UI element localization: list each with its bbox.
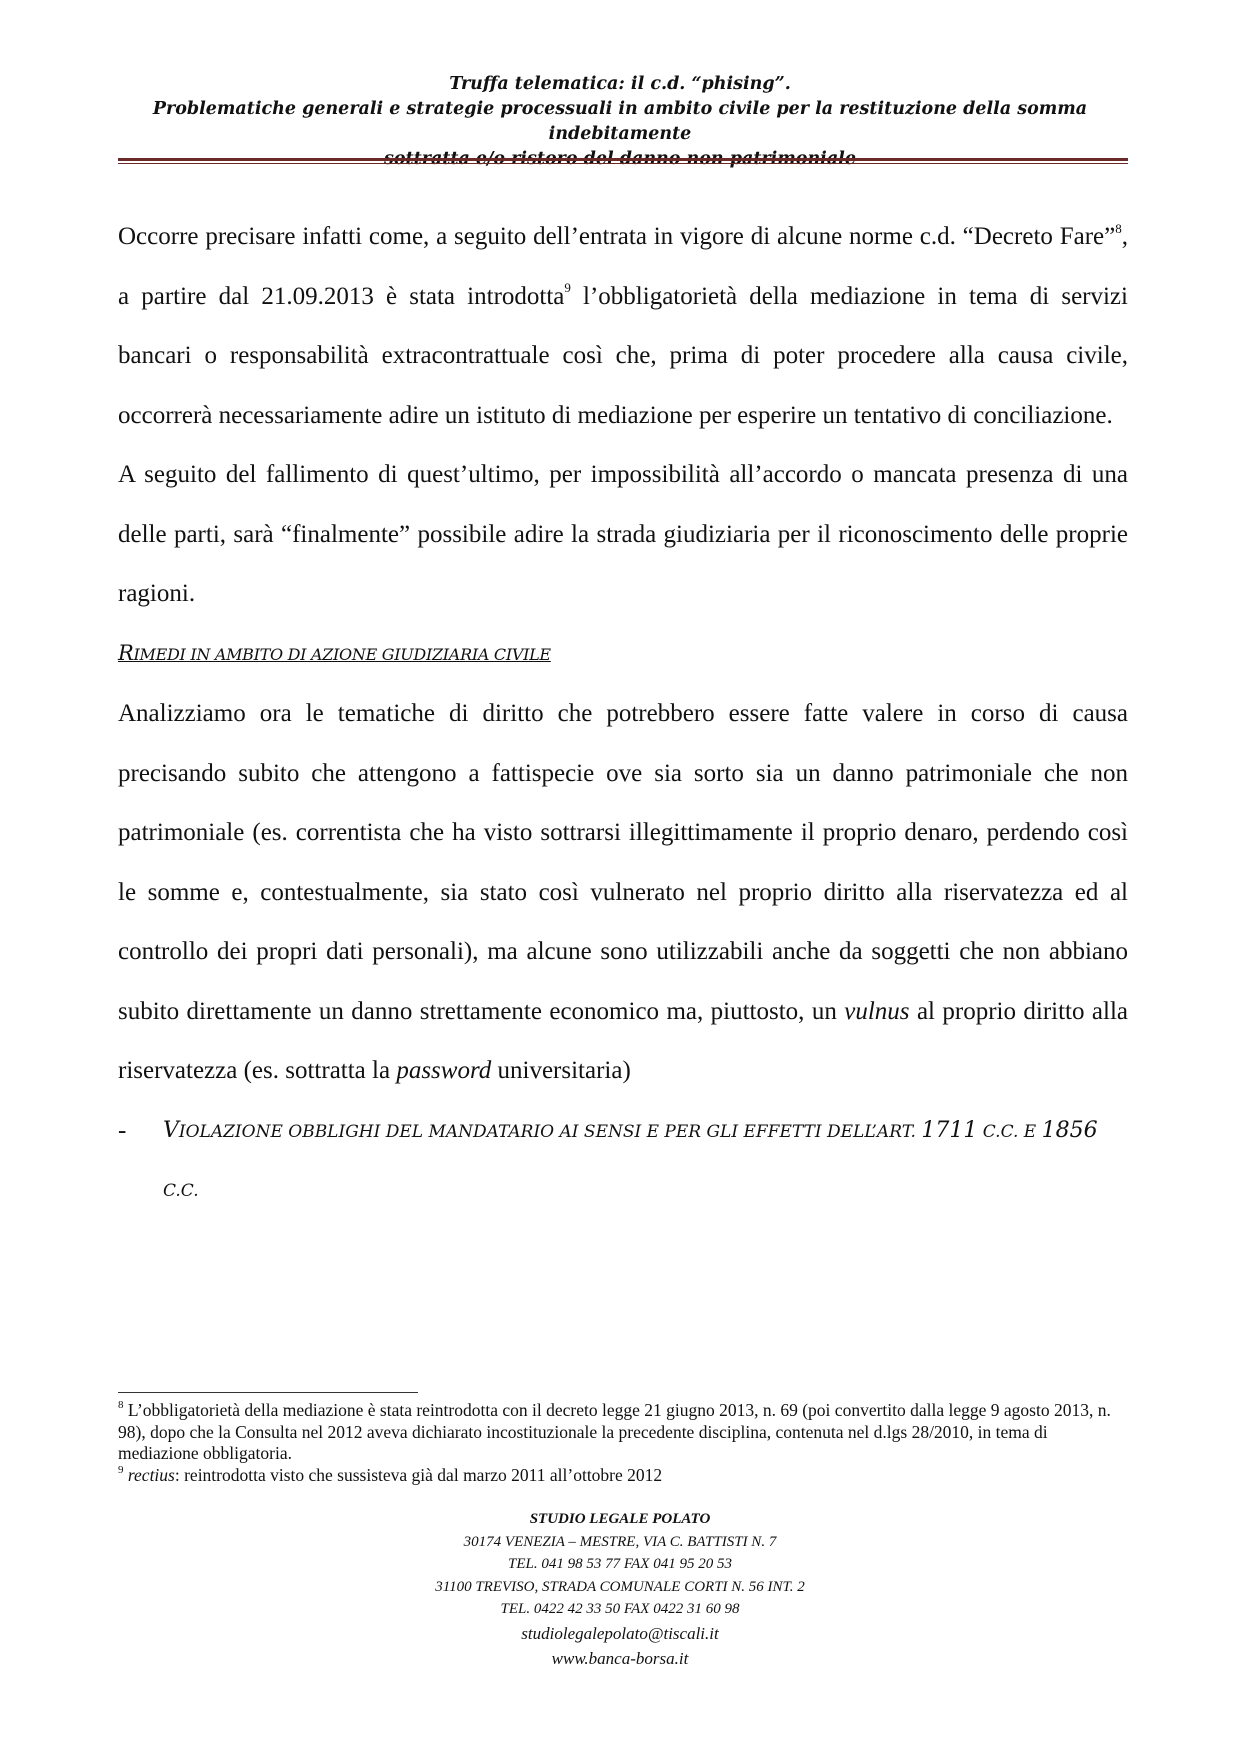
footnotes (118, 1400, 1128, 1486)
footer-tel-treviso: TEL. 0422 42 33 50 FAX 0422 31 60 98 (500, 1601, 740, 1617)
footer-address-venezia: 30174 VENEZIA – MESTRE, VIA C. BATTISTI N. 7 (463, 1533, 777, 1550)
header-title: Truffa telematica: il c.d. “phising”. (449, 74, 791, 94)
header-subtitle-line1: Problematiche generali e strategie processuali in ambito civile per la restituzione della somma indebitamente (152, 99, 1088, 144)
paragraph-mediazione: Occorre precisare infatti come, a seguito dell’entrata in vigore di alcune norme c.d. “Decreto Fare”$^8$, a partire dal 21.09.2013 è stata introdotta$^9$ l’obbligatorietà della mediazione in tema di servizi bancari o responsabilità extracontrattuale così che, prima di poter procedere alla causa civile, occorrerà necessariamente adire un istituto di mediazione per esperire un tentativo di conciliazione. (118, 220, 1128, 429)
footnote-separator (118, 1392, 418, 1393)
footnote-9: $^9$ rectius: reintrodotta visto che sussisteva già dal marzo 2011 all’ottobre 2012 (118, 1463, 663, 1485)
page-footer (120, 1508, 1120, 1671)
running-header (120, 72, 1120, 172)
header-divider (118, 158, 1128, 164)
footer-website-link[interactable]: www.banca-borsa.it (551, 1648, 689, 1668)
footer-address-treviso: 31100 TREVISO, STRADA COMUNALE CORTI N. 56 INT. 2 (435, 1578, 805, 1595)
footnote-ref-8[interactable]: 8 (1115, 220, 1122, 236)
footer-firm-name: STUDIO LEGALE POLATO (529, 1511, 711, 1527)
paragraph-fallimento: A seguito del fallimento di quest’ultimo, per impossibilità all’accordo o mancata presenza di una delle parti, sarà “finalmente” possibile adire la strada giudiziaria per il riconoscimento delle proprie ragioni. (118, 461, 1128, 607)
footnote-ref-9[interactable]: 9 (564, 280, 571, 296)
footer-tel-venezia: TEL. 041 98 53 77 FAX 041 95 20 53 (508, 1556, 732, 1572)
paragraph-tematiche: Analizziamo ora le tematiche di diritto che potrebbero essere fatte valere in corso di causa precisando subito che attengono a fattispecie ove sia sorto sia un danno patrimoniale che non patrimoniale (es. correntista che ha visto sottrarsi illegittimamente il proprio denaro, perdendo così le somme e, contestualmente, sia stato così vulnerato nel proprio diritto alla riservatezza ed al controllo dei propri dati personali), ma alcune sono utilizzabili anche da soggetti che non abbiano subito direttamente un danno strettamente economico ma, piuttosto, un vulnus al proprio diritto alla riservatezza (es. sottratta la password universitaria) (118, 700, 1128, 1084)
list-item-violazione: - VIOLAZIONE OBBLIGHI DEL MANDATARIO AI SENSI E PER GLI EFFETTI DELL’ART. 1711 C.C. E 1856 C.C. (118, 1101, 1128, 1222)
footer-email-link[interactable]: studiolegalepolato@tiscali.it (521, 1623, 719, 1643)
footnote-8: $^8$ L’obbligatorietà della mediazione è stata reintrodotta con il decreto legge 21 giugno 2013, n. 69 (poi convertito dalla legge 9 agosto 2013, n. 98), dopo che la Consulta nel 2012 aveva dichiarato incostituzionale la precedente disciplina, contenuta nel d.lgs 28/2010, in tema di mediazione obbligatoria. (118, 1399, 1111, 1463)
header-subtitle-line2: sottratta e/o ristoro del danno non patrimoniale (384, 149, 856, 169)
section-heading-rimedi: RIMEDI IN AMBITO DI AZIONE GIUDIZIARIA CIVILE (118, 640, 551, 665)
body-text (118, 207, 1128, 1222)
list-bullet: - (118, 1116, 127, 1144)
